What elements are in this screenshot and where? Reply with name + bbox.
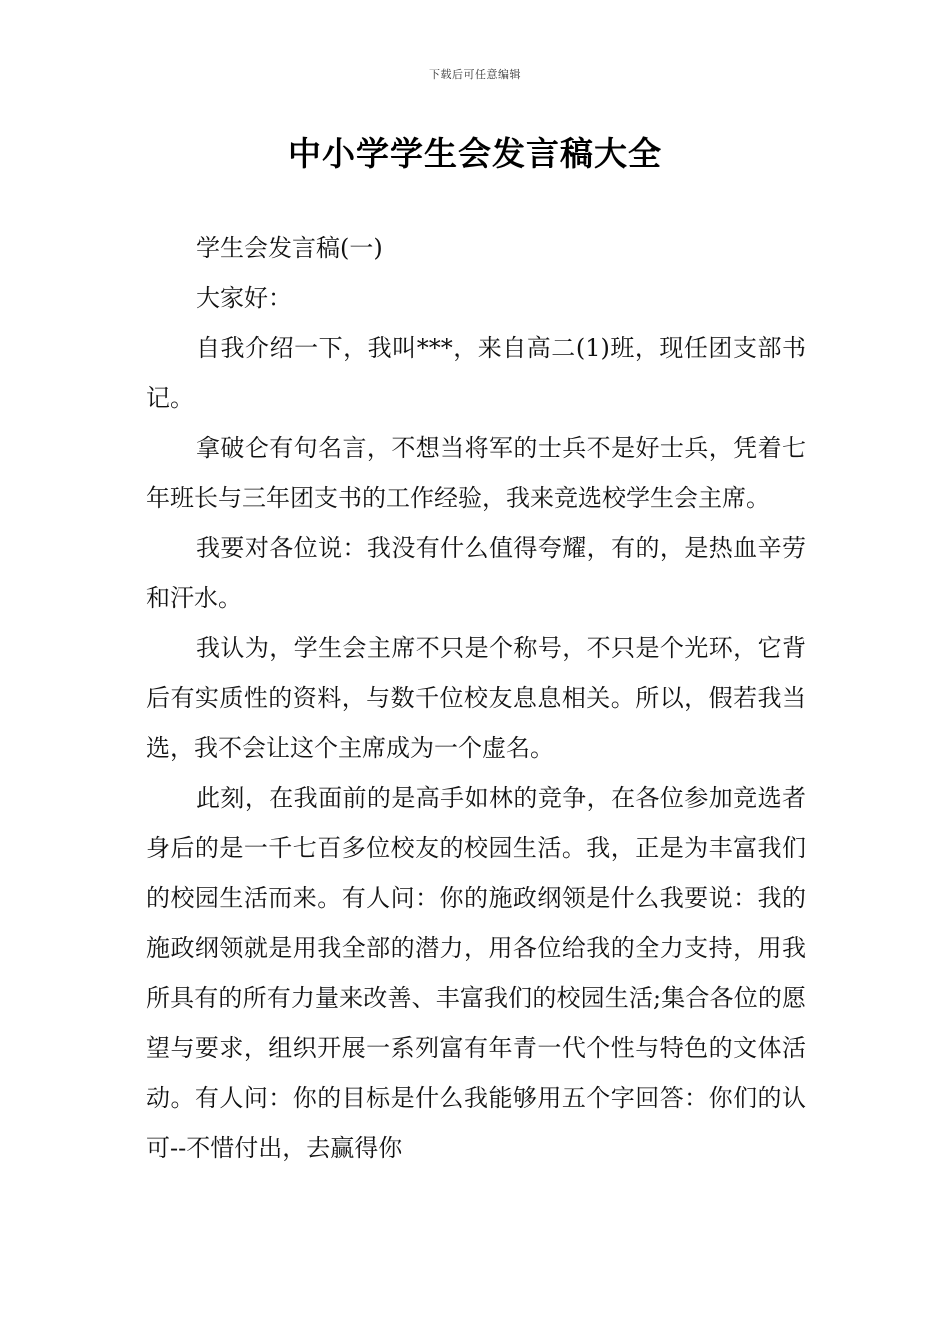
document-title: 中小学学生会发言稿大全 <box>288 134 662 173</box>
paragraph-self-intro: 自我介绍一下，我叫***，来自高二(1)班，现任团支部书记。 <box>146 334 806 412</box>
paragraph-quote: 拿破仑有句名言，不想当将军的士兵不是好士兵，凭着七年班长与三年团支书的工作经验，我来竞选校学生会主席。 <box>146 434 806 512</box>
paragraph-platform: 此刻，在我面前的是高手如林的竞争，在各位参加竞选者身后的是一千七百多位校友的校园生活。我，正是为丰富我们的校园生活而来。有人问：你的施政纲领是什么我要说：我的施政纲领就是用我全部的潜力，用各位给我的全力支持，用我所具有的所有力量来改善、丰富我们的校园生活;集合各位的愿望与要求，组织开展一系列富有年青一代个性与特色的文体活动。有人问：你的目标是什么我能够用五个字回答：你们的认可--不惜付出，去赢得你 <box>146 784 806 1162</box>
paragraph-statement: 我要对各位说：我没有什么值得夸耀，有的，是热血辛劳和汗水。 <box>146 534 806 612</box>
paragraph-greeting: 大家好： <box>196 284 292 312</box>
header-note: 下载后可任意编辑 <box>429 68 521 81</box>
paragraph-view: 我认为，学生会主席不只是个称号，不只是个光环，它背后有实质性的资料，与数千位校友息息相关。所以，假若我当选，我不会让这个主席成为一个虚名。 <box>146 634 806 762</box>
paragraph-section-heading: 学生会发言稿(一) <box>196 234 383 262</box>
document-body <box>146 223 806 1173</box>
